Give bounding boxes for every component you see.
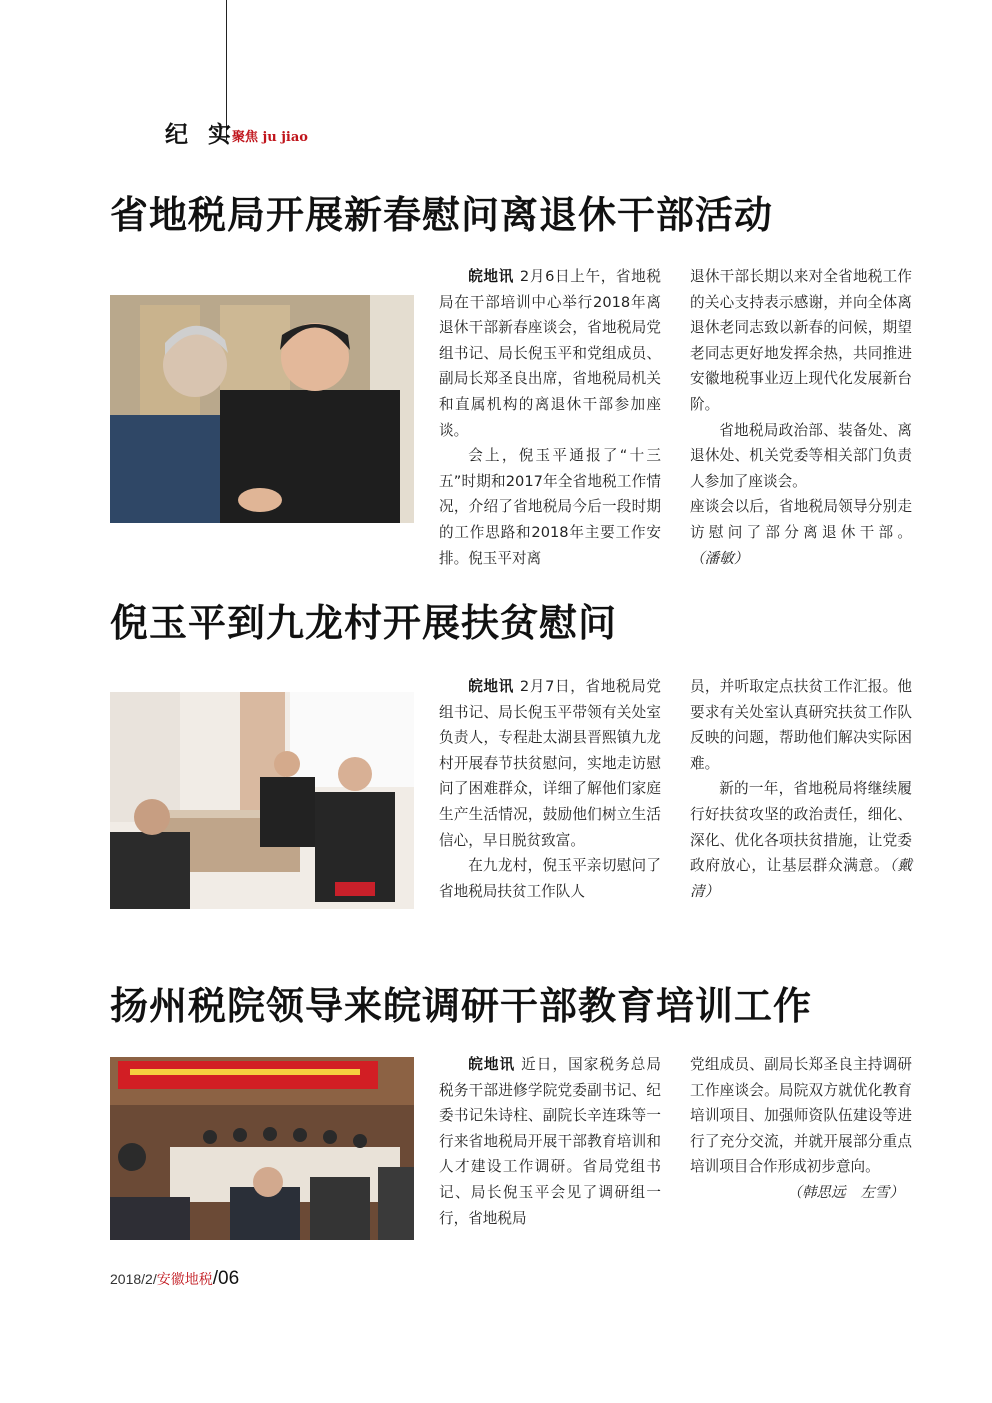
article-1-para-5: 座谈会以后，省地税局领导分别走访慰问了部分离退休干部。（潘敏） bbox=[690, 498, 912, 567]
article-3-photo bbox=[110, 1057, 414, 1240]
article-2-dateline: 皖地讯 bbox=[468, 678, 514, 695]
article-3-dateline: 皖地讯 bbox=[468, 1056, 516, 1073]
article-3-column-1 bbox=[439, 1052, 661, 1231]
article-1-column-2 bbox=[690, 264, 912, 571]
article-2-title: 倪玉平到九龙村开展扶贫慰问 bbox=[110, 601, 618, 645]
section-sublabel: 聚焦 ju jiao bbox=[232, 130, 308, 145]
section-label: 纪 实 bbox=[165, 121, 238, 148]
article-2-column-2 bbox=[690, 674, 912, 904]
footer-magazine: 安徽地税 bbox=[156, 1271, 213, 1287]
page-footer bbox=[110, 1268, 239, 1290]
article-2-para-3: 员，并听取定点扶贫工作汇报。他要求有关处室认真研究扶贫工作队反映的问题，帮助他们解决实际困难。 bbox=[690, 678, 912, 772]
article-2-para-4: 新的一年，省地税局将继续履行好扶贫攻坚的政治责任，细化、深化、优化各项扶贫措施，让党委政府放心，让基层群众满意。（戴清） bbox=[690, 780, 912, 900]
article-3-title: 扬州税院领导来皖调研干部教育培训工作 bbox=[110, 984, 813, 1028]
article-1-photo bbox=[110, 295, 414, 523]
footer-page-number: /06 bbox=[212, 1268, 240, 1289]
article-1-title: 省地税局开展新春慰问离退休干部活动 bbox=[110, 193, 774, 237]
article-3-signature: （韩思远 左雪） bbox=[787, 1183, 904, 1201]
article-1-para-3: 退休干部长期以来对全省地税工作的关心支持表示感谢，并向全体离退休老同志致以新春的问候，期望老同志更好地发挥余热，共同推进安徽地税事业迈上现代化发展新台阶。 bbox=[690, 268, 912, 413]
article-2-para-1: 皖地讯 2月7日，省地税局党组书记、局长倪玉平带领有关处室负责人，专程赴太湖县晋熙镇九龙村开展春节扶贫慰问，实地走访慰问了困难群众，详细了解他们家庭生产生活情况，鼓励他们树立生活信心，早日脱贫致富。 bbox=[439, 678, 661, 849]
article-3-para-2: 党组成员、副局长郑圣良主持调研工作座谈会。局院双方就优化教育培训项目、加强师资队伍建设等进行了充分交流，并就开展部分重点培训项目合作形成初步意向。 bbox=[690, 1056, 912, 1176]
footer-issue: 2018/2/ bbox=[110, 1271, 157, 1287]
article-1-dateline: 皖地讯 bbox=[468, 268, 514, 285]
article-2-column-1 bbox=[439, 674, 661, 904]
article-1-para-2: 会上，倪玉平通报了“十三五”时期和2017年全省地税工作情况，介绍了省地税局今后一段时期的工作思路和2018年主要工作安排。倪玉平对离 bbox=[439, 447, 661, 567]
article-1-signature: （潘敏） bbox=[690, 549, 749, 567]
article-1-para-4: 省地税局政治部、装备处、离退休处、机关党委等相关部门负责人参加了座谈会。 bbox=[690, 421, 912, 490]
article-2-signature: （戴清） bbox=[690, 857, 912, 900]
article-2-para-2: 在九龙村，倪玉平亲切慰问了省地税局扶贫工作队人 bbox=[439, 857, 661, 900]
article-1-column-1 bbox=[439, 264, 661, 571]
article-1-para-1: 皖地讯 2月6日上午，省地税局在干部培训中心举行2018年离退休干部新春座谈会，省地税局党组书记、局长倪玉平和党组成员、副局长郑圣良出席，省地税局机关和直属机构的离退休干部参加座谈。 bbox=[439, 268, 661, 439]
article-2-photo bbox=[110, 692, 414, 909]
article-3-para-1: 皖地讯 近日，国家税务总局税务干部进修学院党委副书记、纪委书记朱诗柱、副院长辛连珠等一行来省地税局开展干部教育培训和人才建设工作调研。省局党组书记、局长倪玉平会见了调研组一行，省地税局 bbox=[439, 1056, 661, 1227]
article-3-column-2 bbox=[690, 1052, 912, 1206]
